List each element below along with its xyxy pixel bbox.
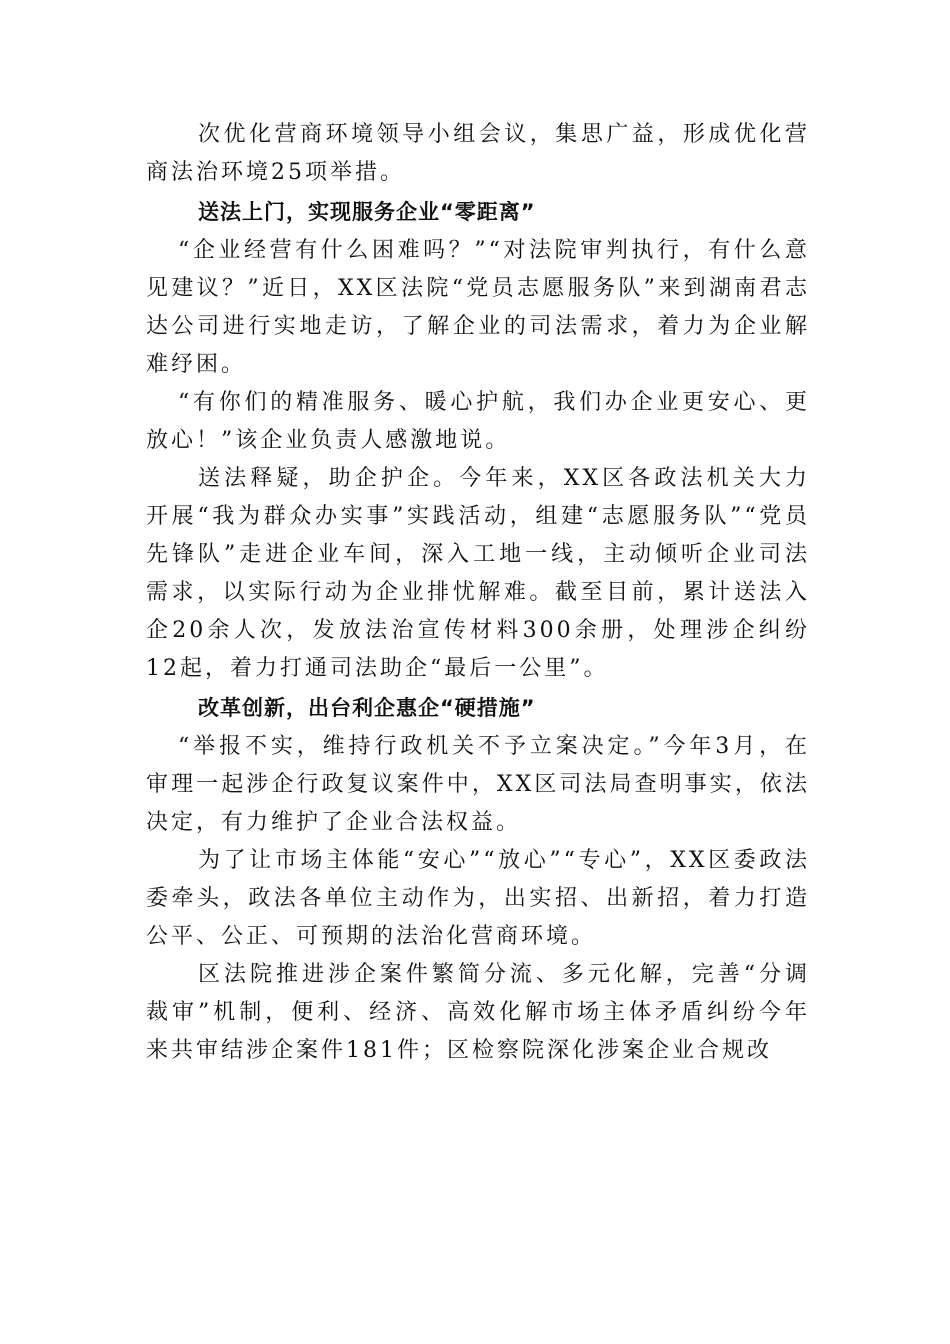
paragraph-enterprise-quote: “有你们的精准服务、暖心护航，我们办企业更安心、更放心！”该企业负责人感激地说。 [146, 390, 810, 453]
section-heading-reform: 改革创新，出台利企惠企“硬措施” [198, 696, 536, 720]
paragraph-court-visit: “企业经营有什么困难吗？”“对法院审判执行，有什么意见建议？”近日，XX区法院“党员志愿服务队”来到湖南君志达公司进行实地走访，了解企业的司法需求，着力为企业解难纾困。 [146, 238, 810, 377]
paragraph-court-reform: 区法院推进涉企案件繁简分流、多元化解，完善“分调裁审”机制，便利、经济、高效化解市场主体矛盾纠纷今年来共审结涉企案件181件；区检察院深化涉案企业合规改 [146, 962, 810, 1063]
paragraph-administrative-review: “举报不实，维持行政机关不予立案决定。”今年3月，在审理一起涉企行政复议案件中，XX区司法局查明事实，依法决定，有力维护了企业合法权益。 [146, 734, 810, 835]
document-body [146, 116, 810, 1070]
paragraph-business-environment: 为了让市场主体能“安心”“放心”“专心”，XX区委政法委牵头，政法各单位主动作为，出实招、出新招，着力打造公平、公正、可预期的法治化营商环境。 [146, 848, 810, 949]
paragraph-optimization-measures: 次优化营商环境领导小组会议，集思广益，形成优化营商法治环境25项举措。 [146, 122, 810, 185]
paragraph-legal-outreach: 送法释疑，助企护企。今年来，XX区各政法机关大力开展“我为群众办实事”实践活动，组建“志愿服务队”“党员先锋队”走进企业车间，深入工地一线，主动倾听企业司法需求，以实际行动为企业排忧解难。截至目前，累计送法入企20余人次，发放法治宣传材料300余册，处理涉企纠纷12起，着力打通司法助企“最后一公里”。 [146, 466, 810, 681]
section-heading-legal-service: 送法上门，实现服务企业“零距离” [198, 200, 536, 224]
